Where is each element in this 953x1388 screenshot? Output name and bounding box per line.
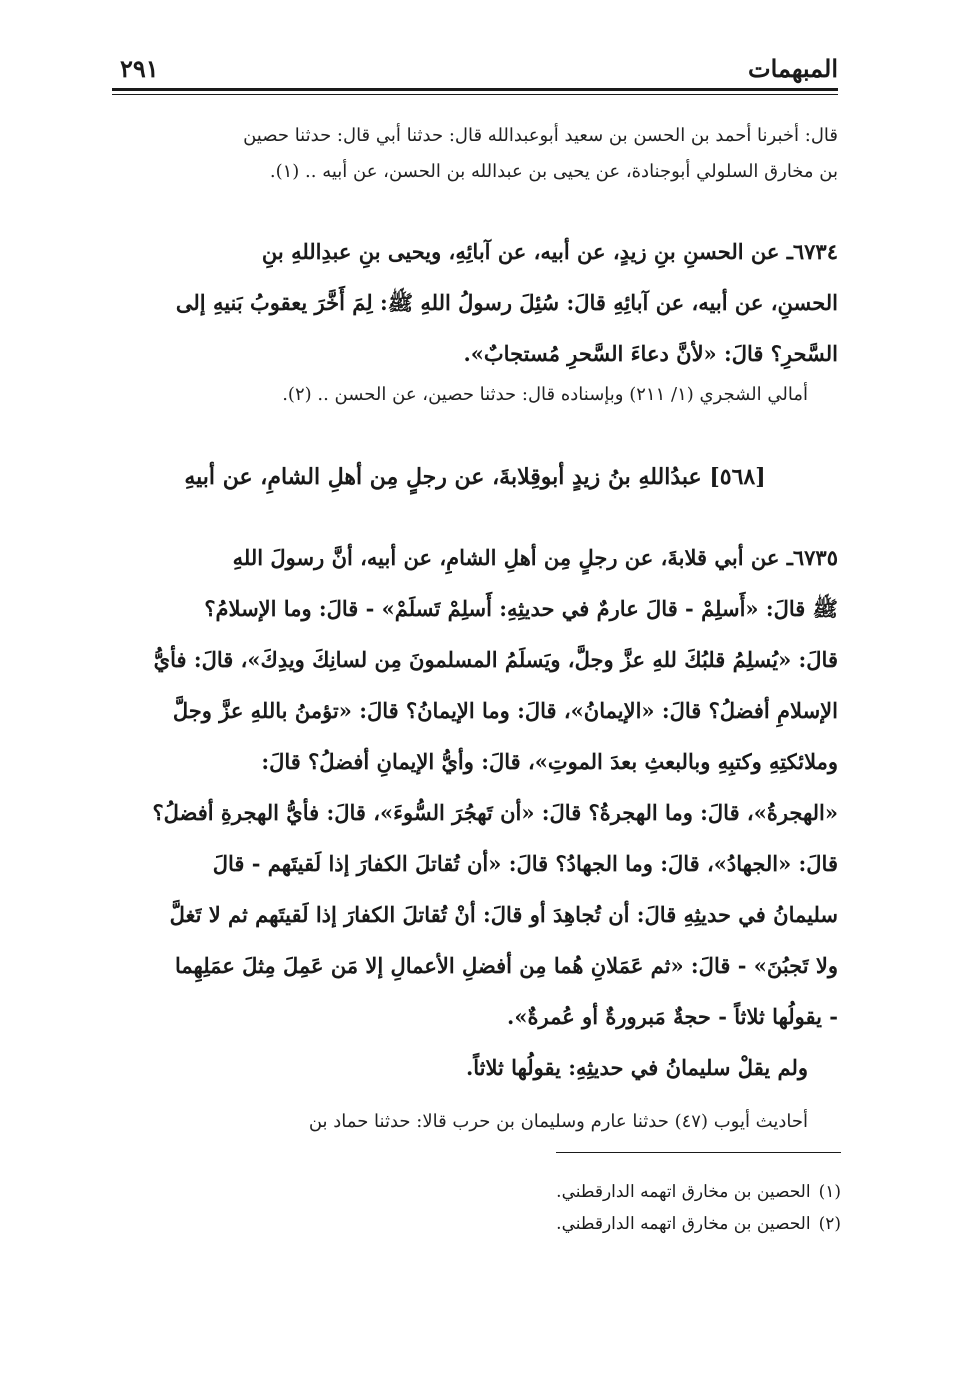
hadith-line: ﷺ قالَ: «أَسلِمْ - قالَ عارمٌ في حديثِهِ: أَسلِمْ تَسلَمْ» - قالَ: وما الإسلامُ؟ bbox=[204, 596, 838, 621]
citation-1 bbox=[112, 380, 838, 410]
footnote-rule bbox=[556, 1152, 841, 1153]
hadith-line: الإسلامِ أفضلُ؟ قالَ: «الإيمانُ»، قالَ: وما الإيمانُ؟ قالَ: «تؤمنُ باللهِ عزَّ وجلَّ bbox=[172, 698, 838, 723]
hadith-line: «الهجرةُ»، قالَ: وما الهجرةُ؟ قالَ: «أن تَهجُرَ السُّوءَ»، قالَ: فأيُّ الهجرةِ أفضلُ؟ bbox=[152, 800, 838, 825]
source-line: قال: أخبرنا أحمد بن الحسن بن سعيد أبوعبدالله قال: حدثنا أبي قال: حدثنا حصين bbox=[243, 125, 838, 146]
footnote-2 bbox=[341, 1208, 841, 1240]
page-number: ٢٩١ bbox=[120, 54, 159, 83]
footnote-text: الحصين بن مخارق اتهمه الدارقطني. bbox=[556, 1182, 811, 1202]
section-heading: [٥٦٨] عبدُاللهِ بنُ زيدٍ أبوقِلابةَ، عن رجلٍ مِن أهلِ الشامِ، عن أبيهِ bbox=[184, 464, 766, 490]
hadith-line: قالَ: «يُسلِمُ قلبُكَ للهِ عزَّ وجلَّ، ويَسلَمُ المسلمونَ مِن لسانِكَ ويدِكَ»، قالَ: فأيُّ bbox=[153, 647, 838, 672]
source-line: أحاديث أيوب (٤٧) حدثنا عارم وسليمان بن حرب قالا: حدثنا حماد بن bbox=[308, 1111, 808, 1132]
hadith-line: سليمانُ في حديثِهِ قالَ: أن تُجاهِدَ أو قالَ: أنْ تُقاتلَ الكفارَ إذا لَقيتَهم ثم لا تَغلَّ bbox=[169, 902, 838, 927]
source-line: بن مخارق السلولي أبوجنادة، عن يحيى بن عبدالله بن الحسن، عن أبيه .. (١). bbox=[269, 161, 838, 182]
hadith-6735 bbox=[112, 532, 838, 1093]
footnote-number: (٢) bbox=[818, 1214, 841, 1234]
source-isnad-1 bbox=[112, 118, 838, 190]
footnote-number: (١) bbox=[818, 1182, 841, 1202]
running-header bbox=[112, 52, 838, 92]
footnote-text: الحصين بن مخارق اتهمه الدارقطني. bbox=[556, 1214, 811, 1234]
hadith-line: السَّحرِ؟ قالَ: «لأنَّ دعاءَ السَّحرِ مُستجابٌ». bbox=[463, 341, 838, 366]
hadith-line: وملائكتِهِ وكتبِهِ وبالبعثِ بعدَ الموتِ»، قالَ: وأيُّ الإيمانِ أفضلُ؟ قالَ: bbox=[261, 749, 838, 774]
hadith-line: ولا تَجبُنَ» - قالَ: «ثم عَمَلانِ هُما مِن أفضلِ الأعمالِ إلا مَن عَمِلَ مِثلَ عمَلِهِما bbox=[175, 953, 838, 978]
hadith-line: - يقولُها ثلاثاً - حجةٌ مَبرورةٌ أو عُمرةٌ». bbox=[507, 1004, 838, 1029]
citation-line: أمالي الشجري (١/ ٢١١) وبإسناده قال: حدثنا حصين، عن الحسن .. (٢). bbox=[282, 384, 808, 405]
hadith-line: ٦٧٣٥ـ عن أبي قلابةَ، عن رجلٍ مِن أهلِ الشامِ، عن أبيه، أنَّ رسولَ اللهِ bbox=[232, 545, 838, 570]
source-isnad-2 bbox=[112, 1104, 838, 1140]
hadith-6734 bbox=[112, 226, 838, 379]
hadith-note: ولم يقلْ سليمانُ في حديثِهِ: يقولُها ثلاثاً. bbox=[465, 1055, 808, 1080]
running-header-title: المبهمات bbox=[748, 54, 838, 83]
hadith-line: الحسنِ، عن أبيه، عن آبائِهِ قالَ: سُئِلَ رسولُ اللهِ ﷺ: لِمَ أَخَّرَ يعقوبُ بَنيهِ إلى bbox=[175, 290, 838, 315]
footnotes bbox=[341, 1176, 841, 1240]
hadith-line: ٦٧٣٤ـ عن الحسنِ بنِ زيدٍ، عن أبيه، عن آبائِهِ، ويحيى بنِ عبدِاللهِ بنِ bbox=[261, 239, 838, 264]
footnote-1 bbox=[341, 1176, 841, 1208]
hadith-line: قالَ: «الجهادُ»، قالَ: وما الجهادُ؟ قالَ: «أن تُقاتلَ الكفارَ إذا لَقيتَهم - قالَ bbox=[212, 851, 838, 876]
header-rule-thin bbox=[112, 94, 838, 95]
header-rule bbox=[112, 88, 838, 91]
